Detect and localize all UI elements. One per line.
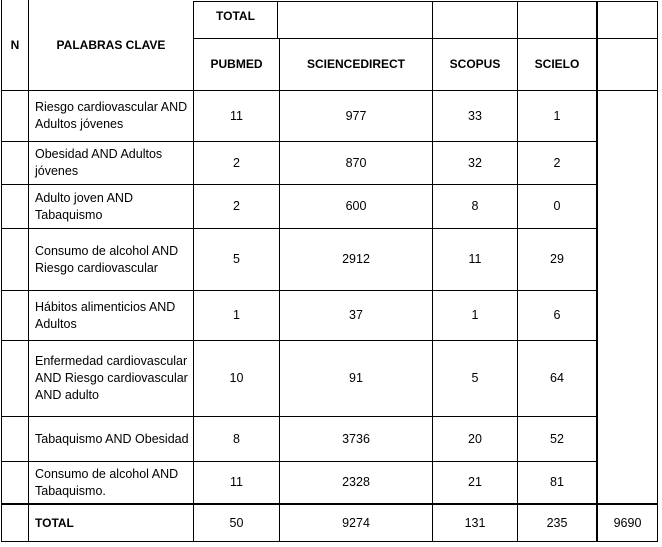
cell-pubmed: 11	[230, 108, 243, 123]
cell-scielo: 81	[550, 475, 564, 489]
cell-scopus: 33	[468, 108, 482, 123]
cell-scielo: 6	[553, 308, 561, 322]
cell-pubmed: 11	[230, 475, 243, 489]
cell-scopus: 8	[471, 199, 479, 213]
header-sciencedirect: SCIENCEDIRECT	[306, 57, 405, 71]
cell-pubmed: 5	[233, 252, 240, 266]
cell-scopus: 21	[468, 475, 482, 489]
cell-scopus: 5	[471, 371, 479, 385]
cell-sciencedirect: 600	[345, 199, 367, 213]
cell-scielo: 64	[550, 371, 564, 385]
cell-scopus: 11	[468, 252, 482, 266]
table-row-keywords: Consumo de alcohol AND Riesgo cardiovascular	[35, 243, 179, 275]
rule	[657, 1, 658, 542]
cell-pubmed: 1	[233, 308, 240, 322]
total-pubmed: 50	[229, 515, 244, 530]
header-pubmed: PUBMED	[210, 57, 263, 71]
header-n: N	[10, 38, 20, 52]
table-row-keywords: Adulto joven AND Tabaquismo	[35, 190, 133, 222]
totals-label: TOTAL	[35, 515, 74, 530]
header-total: TOTAL	[216, 8, 255, 23]
cell-scielo: 1	[553, 108, 561, 123]
cell-scielo: 52	[550, 431, 564, 446]
cell-pubmed: 2	[233, 155, 240, 170]
total-sciencedirect: 9274	[342, 515, 370, 530]
rule	[1, 541, 658, 542]
cell-sciencedirect: 2912	[342, 252, 370, 266]
table-row-keywords: Obesidad AND Adultos jóvenes	[35, 147, 163, 178]
cell-sciencedirect: 870	[345, 155, 367, 170]
cell-pubmed: 10	[229, 371, 244, 385]
cell-scopus: 1	[471, 308, 479, 322]
cell-scopus: 32	[468, 155, 482, 170]
cell-sciencedirect: 977	[345, 108, 367, 123]
header-keywords: PALABRAS CLAVE	[56, 38, 166, 52]
cell-scielo: 29	[550, 252, 564, 266]
cell-scielo: 2	[553, 155, 561, 170]
table-row-keywords: Enfermedad cardiovascular AND Riesgo cardiovascular AND adulto	[35, 354, 188, 402]
table-row-keywords: Tabaquismo AND Obesidad	[35, 431, 189, 446]
table-row-keywords: Consumo de alcohol AND Tabaquismo.	[35, 466, 179, 498]
cell-sciencedirect: 37	[349, 308, 363, 322]
rule	[596, 1, 598, 542]
rule	[277, 1, 278, 39]
total-scielo: 235	[546, 515, 568, 530]
total-scopus: 131	[464, 515, 486, 530]
table-row-keywords: Hábitos alimenticios AND Adultos	[35, 299, 176, 331]
header-scopus: SCOPUS	[449, 57, 501, 71]
cell-sciencedirect: 3736	[342, 431, 370, 446]
cell-pubmed: 2	[233, 199, 240, 213]
cell-scopus: 20	[468, 431, 482, 446]
cell-scielo: 0	[553, 199, 561, 213]
header-scielo: SCIELO	[534, 57, 580, 71]
cell-sciencedirect: 2328	[342, 475, 370, 489]
cell-pubmed: 8	[233, 431, 240, 446]
table-row-keywords: Riesgo cardiovascular AND Adultos jóvenes	[35, 100, 188, 131]
cell-sciencedirect: 91	[349, 371, 363, 385]
grand-total: 9690	[613, 515, 642, 530]
